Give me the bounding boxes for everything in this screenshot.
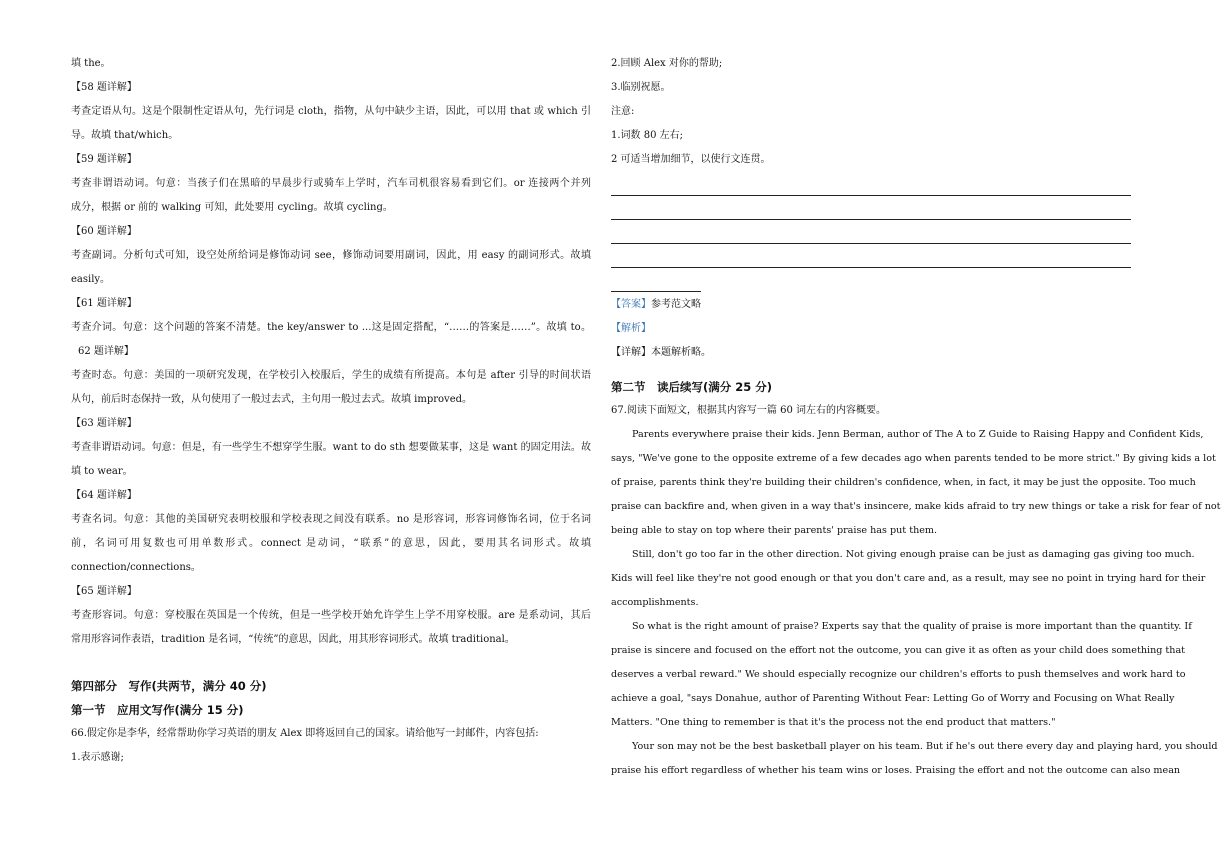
q66-point-3: 3.临别祝愿。: [611, 82, 671, 93]
text-line: 考查副词。分析句式可知，设空处所给词是修饰动词 see，修饰动词要用副词，因此，用 easy 的副词形式。故填: [71, 250, 591, 261]
text-line: 导。故填 that/which。: [71, 130, 179, 141]
answer-blank-line: [611, 257, 1131, 268]
right-column: [611, 52, 1221, 783]
q62-detail-heading: 62 题详解】: [78, 346, 134, 357]
passage-line: praise his effort regardless of whether his team wins or loses. Praising the effort and not the outcome can also mean: [611, 765, 1181, 776]
q61-detail-heading: 【61 题详解】: [71, 298, 137, 309]
answer-blank-line-short: [611, 281, 701, 292]
note-2: 2 可适当增加细节，以使行文连贯。: [611, 154, 771, 165]
q59-detail-heading: 【59 题详解】: [71, 154, 137, 165]
passage-line: accomplishments.: [611, 597, 699, 608]
q66-intro: 66.假定你是李华，经常帮助你学习英语的朋友 Alex 即将返回自己的国家。请给他写一封邮件，内容包括:: [71, 728, 539, 739]
text-line: connection/connections。: [71, 562, 201, 573]
section2-heading: 第二节 读后续写(满分 25 分): [611, 380, 773, 394]
answer-blank-line: [611, 209, 1131, 220]
text-line: 填 to wear。: [71, 466, 133, 477]
spacer: [611, 365, 1131, 375]
passage-line: praise is sincere and focused on the effort not the outcome, you can give it as often as your child does something that: [611, 645, 1186, 656]
answer-line: [611, 293, 1131, 317]
note-1: 1.词数 80 左右;: [611, 130, 683, 141]
passage-line: So what is the right amount of praise? Experts say that the quality of praise is more important than the quantity. If: [632, 621, 1192, 632]
passage-line: Matters. "One thing to remember is that it's the process not the end product that matters.": [611, 717, 1056, 728]
passage-line: says, "We've gone to the opposite extreme of a few decades ago when parents tended to be more strict." By giving kids a lot: [611, 453, 1216, 464]
q66-point-2: 2.回顾 Alex 对你的帮助;: [611, 58, 723, 69]
text-line: 填 the。: [71, 58, 111, 69]
q64-detail-heading: 【64 题详解】: [71, 490, 137, 501]
passage-line: of praise, parents think they're building their children's confidence, when, in fact, it may be just the opposite. Too much: [611, 477, 1196, 488]
text-line: 考查形容词。句意：穿校服在英国是一个传统，但是一些学校开始允许学生上学不用穿校服。are 是系动词，其后: [71, 610, 591, 621]
text-line: 考查定语从句。这是个限制性定语从句，先行词是 cloth，指物，从句中缺少主语，因此，可以用 that 或 which 引: [71, 106, 591, 117]
passage-line: deserves a verbal reward." We should especially recognize our children's efforts to push themselves and work hard to: [611, 669, 1186, 680]
passage-line: achieve a goal, "says Donahue, author of Parenting Without Fear: Letting Go of Worry and Focusing on What Really: [611, 693, 1175, 704]
answer-text: 参考范文略: [651, 299, 701, 310]
passage-line: Parents everywhere praise their kids. Jenn Berman, author of The A to Z Guide to Raising Happy and Confident Kids,: [632, 429, 1204, 440]
text-line: easily。: [71, 274, 111, 285]
analysis-tag: 【解析】: [611, 323, 651, 334]
q66-point-1: 1.表示感谢;: [71, 752, 124, 763]
text-line: 考查介词。句意：这个问题的答案不清楚。the key/answer to ...这是固定搭配，“……的答案是……”。故填 to。: [71, 322, 591, 333]
left-column: [71, 52, 591, 770]
passage-line: being able to stay on top where their parents' praise has put them.: [611, 525, 938, 536]
detail-text: 【详解】本题解析略。: [611, 347, 711, 358]
q63-detail-heading: 【63 题详解】: [71, 418, 137, 429]
part4-heading: 第四部分 写作(共两节，满分 40 分): [71, 679, 267, 693]
text-line: 考查非谓语动词。句意：但是，有一些学生不想穿学生服。want to do sth 想要做某事，这是 want 的固定用法。故: [71, 442, 591, 453]
answer-blank-line: [611, 185, 1131, 196]
q58-detail-heading: 【58 题详解】: [71, 82, 137, 93]
answer-tag: 【答案】: [611, 299, 651, 310]
answer-blank-line: [611, 233, 1131, 244]
q65-detail-heading: 【65 题详解】: [71, 586, 137, 597]
q67-intro: 67.阅读下面短文，根据其内容写一篇 60 词左右的内容概要。: [611, 405, 886, 416]
passage-line: Still, don't go too far in the other direction. Not giving enough praise can be just as damaging gas giving too much.: [632, 549, 1195, 560]
text-line: 考查时态。句意：美国的一项研究发现，在学校引入校服后，学生的成绩有所提高。本句是 after 引导的时间状语: [71, 370, 591, 381]
text-line: 成分，根据 or 前的 walking 可知，此处要用 cycling。故填 cycling。: [71, 202, 393, 213]
text-line: 前，名词可用复数也可用单数形式。connect 是动词，“联系”的意思，因此，要用其名词形式。故填: [71, 538, 591, 549]
spacer: [71, 652, 591, 674]
analysis-line: [611, 317, 1131, 341]
text-line: 从句，前后时态保持一致，从句使用了一般过去式，主句用一般过去式。故填 improved。: [71, 394, 473, 405]
text-line: 常用形容词作表语，tradition 是名词，“传统”的意思，因此，用其形容词形式。故填 traditional。: [71, 634, 515, 645]
text-line: 考查名词。句意：其他的美国研究表明校服和学校表现之间没有联系。no 是形容词，形容词修饰名词，位于名词: [71, 514, 591, 525]
passage-line: Your son may not be the best basketball player on his team. But if he's out there every day and playing hard, you should: [632, 741, 1218, 752]
section1-heading: 第一节 应用文写作(满分 15 分): [71, 703, 244, 717]
text-line: 考查非谓语动词。句意：当孩子们在黑暗的早晨步行或骑车上学时，汽车司机很容易看到它们。or 连接两个并列: [71, 178, 591, 189]
passage-line: praise can backfire and, when given in a way that's insincere, make kids afraid to try new things or take a risk for fear of not: [611, 501, 1221, 512]
passage-line: Kids will feel like they're not good enough or that you don't care and, as a result, may see no point in trying hard for their: [611, 573, 1206, 584]
q60-detail-heading: 【60 题详解】: [71, 226, 137, 237]
notes-label: 注意:: [611, 106, 635, 117]
